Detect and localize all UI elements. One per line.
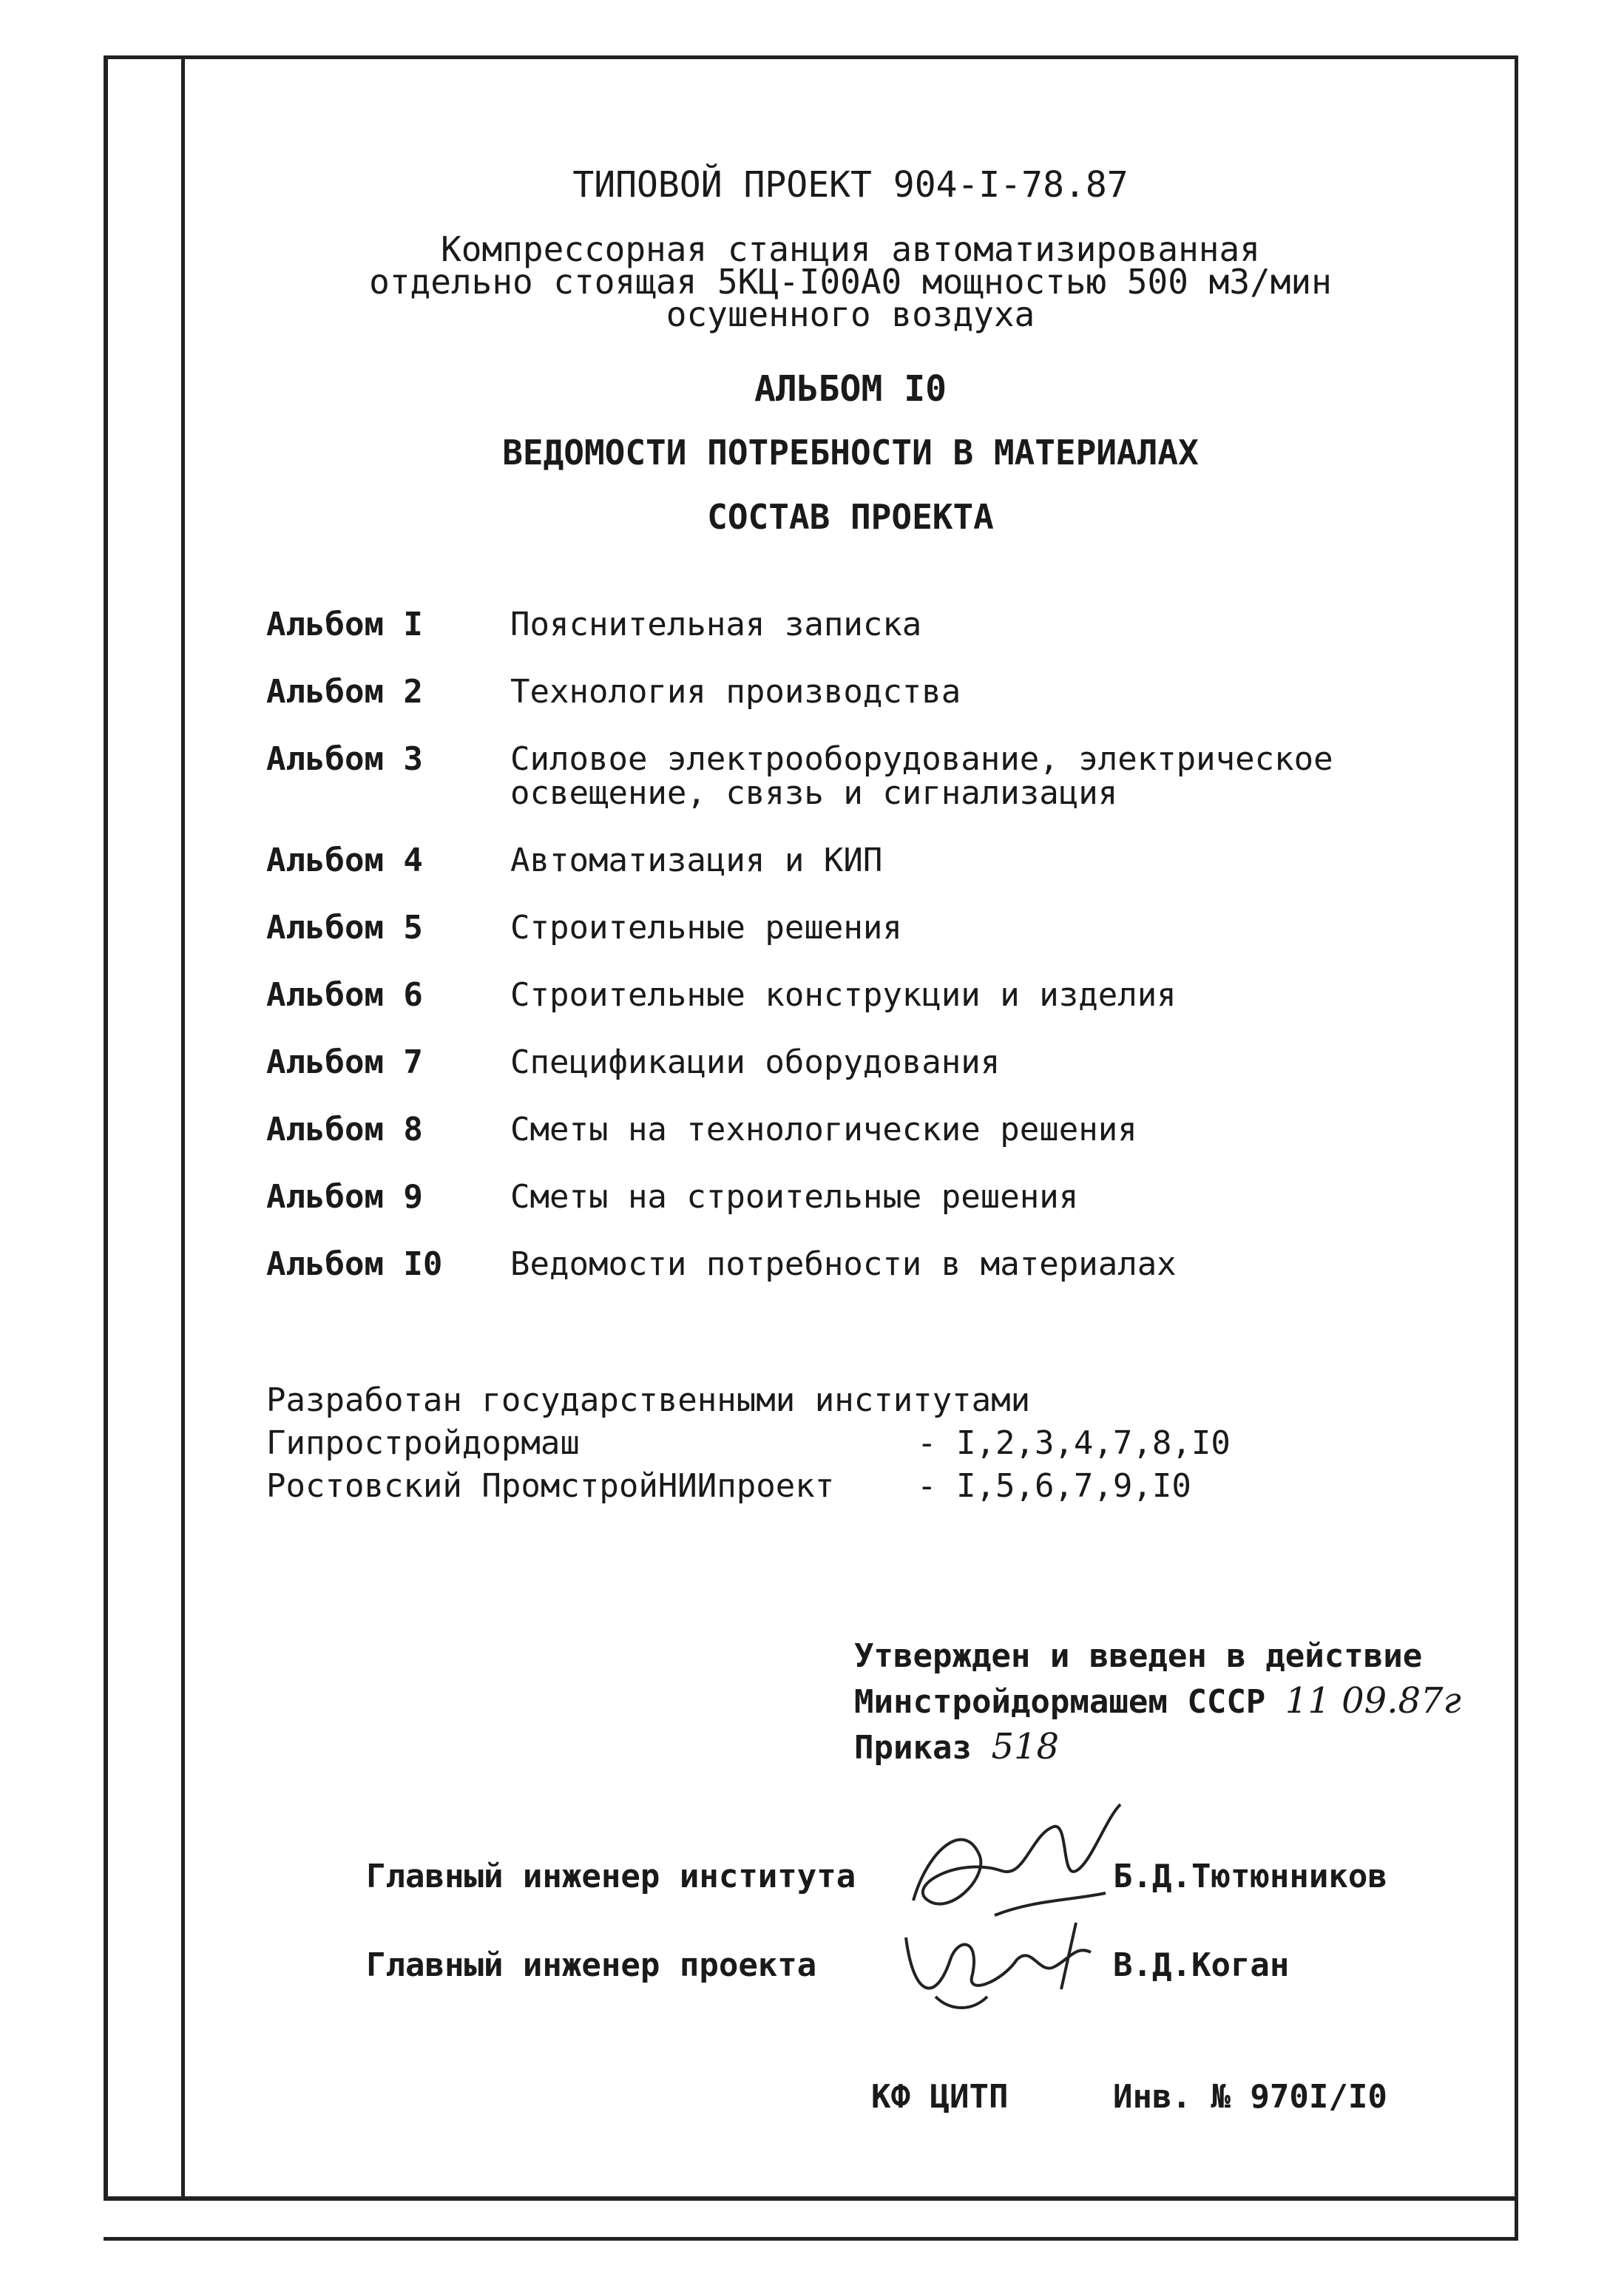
album-title: Силовое электрооборудование, электрическое освещение, связь и сигнализация: [510, 740, 1333, 812]
frame-bottom-border: [104, 2196, 1518, 2201]
description-line: Компрессорная станция автоматизированная: [441, 229, 1260, 269]
chief-engineer-institute-role: Главный инженер института: [366, 1858, 856, 1895]
list-item: [266, 1180, 1523, 1214]
approval-order: [854, 1725, 1461, 1770]
developer-institute: Гипростройдормаш: [266, 1424, 580, 1462]
footer-inventory: Инв. № 970I/I0: [1113, 2078, 1387, 2116]
approval-ministry: [854, 1679, 1461, 1725]
frame-top-border: [104, 55, 1518, 59]
signature-icon: [891, 1908, 1113, 2019]
album-title: Технология производства: [510, 673, 961, 711]
list-item: [266, 742, 1523, 810]
list-item: [266, 911, 1523, 945]
album-title: Строительные решения: [510, 909, 902, 947]
list-item: [266, 1245, 1523, 1283]
album-title: Ведомости потребности в материалах: [510, 1245, 1177, 1283]
composition-heading: СОСТАВ ПРОЕКТА: [707, 497, 994, 537]
list-item: [266, 675, 1523, 709]
approval-line: Минстройдормашем СССР: [854, 1683, 1266, 1721]
list-item: [266, 1113, 1523, 1147]
album-label: Альбом 3: [266, 740, 423, 778]
project-code: ТИПОВОЙ ПРОЕКТ 904-I-78.87: [572, 164, 1129, 206]
description-line: осушенного воздуха: [666, 294, 1035, 334]
album-label: Альбом I: [266, 606, 423, 643]
developers-block: [266, 1379, 1231, 1508]
order-number: 518: [991, 1726, 1060, 1767]
album-title: Сметы на строительные решения: [510, 1178, 1079, 1216]
developer-albums: - I,5,6,7,9,I0: [917, 1467, 1191, 1505]
approval-date: 11 09.87г: [1285, 1680, 1461, 1722]
chief-engineer-project-role: Главный инженер проекта: [366, 1946, 817, 1984]
developer-institute: Ростовский ПромстройНИИпроект: [266, 1467, 835, 1505]
frame-left-border: [104, 55, 108, 2200]
chief-engineer-institute-name: Б.Д.Тютюнников: [1113, 1858, 1387, 1895]
approval-line: Утвержден и введен в действие: [854, 1637, 1423, 1675]
album-subtitle: ВЕДОМОСТИ ПОТРЕБНОСТИ В МАТЕРИАЛАХ: [502, 433, 1199, 473]
album-title: Строительные конструкции и изделия: [510, 976, 1177, 1014]
list-item: [266, 1043, 1523, 1081]
list-item: [266, 978, 1523, 1012]
approval-block: [854, 1634, 1461, 1770]
developer-albums: - I,2,3,4,7,8,I0: [917, 1424, 1231, 1462]
footer-org: КФ ЦИТП: [871, 2078, 1009, 2116]
description-line: отдельно стоящая 5КЦ-I00А0 мощностью 500 м3/мин: [369, 262, 1332, 302]
album-label: Альбом 9: [266, 1178, 423, 1216]
album-title: Сметы на технологические решения: [510, 1111, 1137, 1148]
list-item: [266, 844, 1523, 878]
album-label: Альбом 5: [266, 909, 423, 947]
chief-engineer-project-name: В.Д.Коган: [1113, 1946, 1290, 1984]
album-label: Альбом 6: [266, 976, 423, 1014]
developer-row: [266, 1422, 1231, 1465]
album-list: [266, 608, 1523, 1315]
developers-intro: Разработан государственными институтами: [266, 1381, 1031, 1419]
album-label: Альбом 2: [266, 673, 423, 711]
developer-row: [266, 1465, 1231, 1508]
album-label: Альбом I0: [266, 1245, 443, 1283]
album-title: Спецификации оборудования: [510, 1043, 1001, 1081]
album-label: Альбом 7: [266, 1043, 423, 1081]
album-title: Автоматизация и КИП: [510, 842, 883, 879]
order-label: Приказ: [854, 1729, 972, 1767]
album-label: Альбом 8: [266, 1111, 423, 1148]
album-label: Альбом 4: [266, 842, 423, 879]
project-description: [185, 229, 1516, 334]
frame-bottom-outer-border: [104, 2237, 1518, 2241]
list-item: [266, 608, 1523, 642]
album-title: Пояснительная записка: [510, 606, 922, 643]
album-number: АЛЬБОМ I0: [754, 368, 947, 410]
